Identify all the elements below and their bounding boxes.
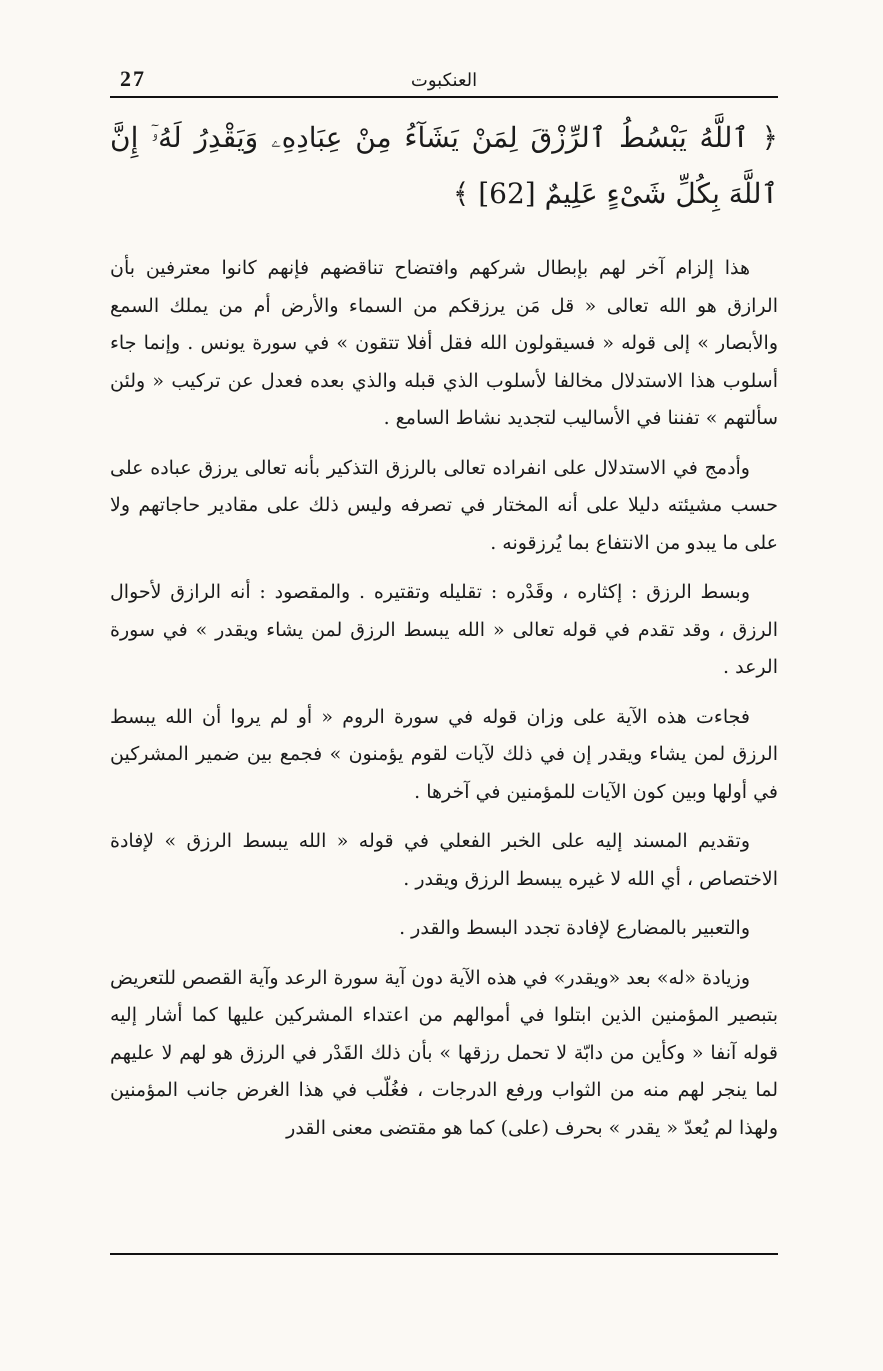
paragraph-3: وبسط الرزق : إكثاره ، وقَدْره : تقليله وتقتيره . والمقصود : أنه الرازق لأحوال الرزق ، وقد تقدم في قوله تعالى « الله يبسط الرزق لمن يشاء ويقدر » في سورة الرعد .: [110, 581, 778, 678]
page-number: 27: [120, 66, 146, 91]
paragraph-5: وتقديم المسند إليه على الخبر الفعلي في قوله « الله يبسط الرزق » لإفادة الاختصاص ، أي الله لا غيره يبسط الرزق ويقدر .: [110, 830, 778, 890]
paragraph-7: وزيادة «له» بعد «ويقدر» في هذه الآية دون آية سورة الرعد وآية القصص للتعريض بتبصير المؤمنين الذين ابتلوا في أموالهم من اعتداء المشركين عليها كما أشار إليه قوله آنفا « وكأين من دابّة لا تحمل رزقها » بأن ذلك القَدْر في الرزق هو لهم لا عليهم لما ينجر لهم منه من الثواب ورفع الدرجات ، فغُلّب في هذا الغرض جانب المؤمنين ولهذا لم يُعدّ « يقدر » بحرف (على) كما هو مقتضى معنى القدر: [110, 966, 778, 1139]
paragraph-2: وأدمج في الاستدلال على انفراده تعالى بالرزق التذكير بأنه تعالى يرزق عباده على حسب مشيئته دليلا على أنه المختار في تصرفه وليس ذلك على مقادير حاجاتهم ولا على ما يبدو من الانتفاع بما يُرزقونه .: [110, 456, 778, 554]
quran-verse: ﴿ ٱللَّهُ يَبْسُطُ ٱلرِّزْقَ لِمَنْ يَشَآءُ مِنْ عِبَادِهِۦ وَيَقْدِرُ لَهُۥٓ إِنَّ ٱللَّهَ بِكُلِّ شَىْءٍ عَلِيمٌ [62] ﴾: [110, 121, 778, 210]
paragraph-4: فجاءت هذه الآية على وزان قوله في سورة الروم « أو لم يروا أن الله يبسط الرزق لمن يشاء ويقدر إن في ذلك لآيات لقوم يؤمنون » فجمع بين ضمير المشركين في أولها وبين كون الآيات للمؤمنين في آخرها .: [110, 705, 778, 803]
paragraph-1: هذا إلزام آخر لهم بإبطال شركهم وافتضاح تناقضهم فإنهم كانوا معترفين بأن الرازق هو الله تعالى « قل مَن يرزقكم من السماء والأرض أم من يملك السمع والأبصار » إلى قوله « فسيقولون الله فقل أفلا تتقون » في سورة يونس . وإنما جاء أسلوب هذا الاستدلال مخالفا لأسلوب الذي قبله والذي بعده فعدل عن تركيب « ولئن سألتهم » تفننا في الأساليب لتجديد نشاط السامع .: [110, 257, 778, 429]
surah-title: العنكبوت: [410, 70, 478, 91]
footer-rule: [110, 1253, 778, 1255]
book-page: [110, 58, 778, 1159]
paragraph-6: والتعبير بالمضارع لإفادة تجدد البسط والقدر .: [399, 917, 750, 939]
commentary-body: [110, 250, 778, 1147]
page-header: [110, 58, 778, 98]
